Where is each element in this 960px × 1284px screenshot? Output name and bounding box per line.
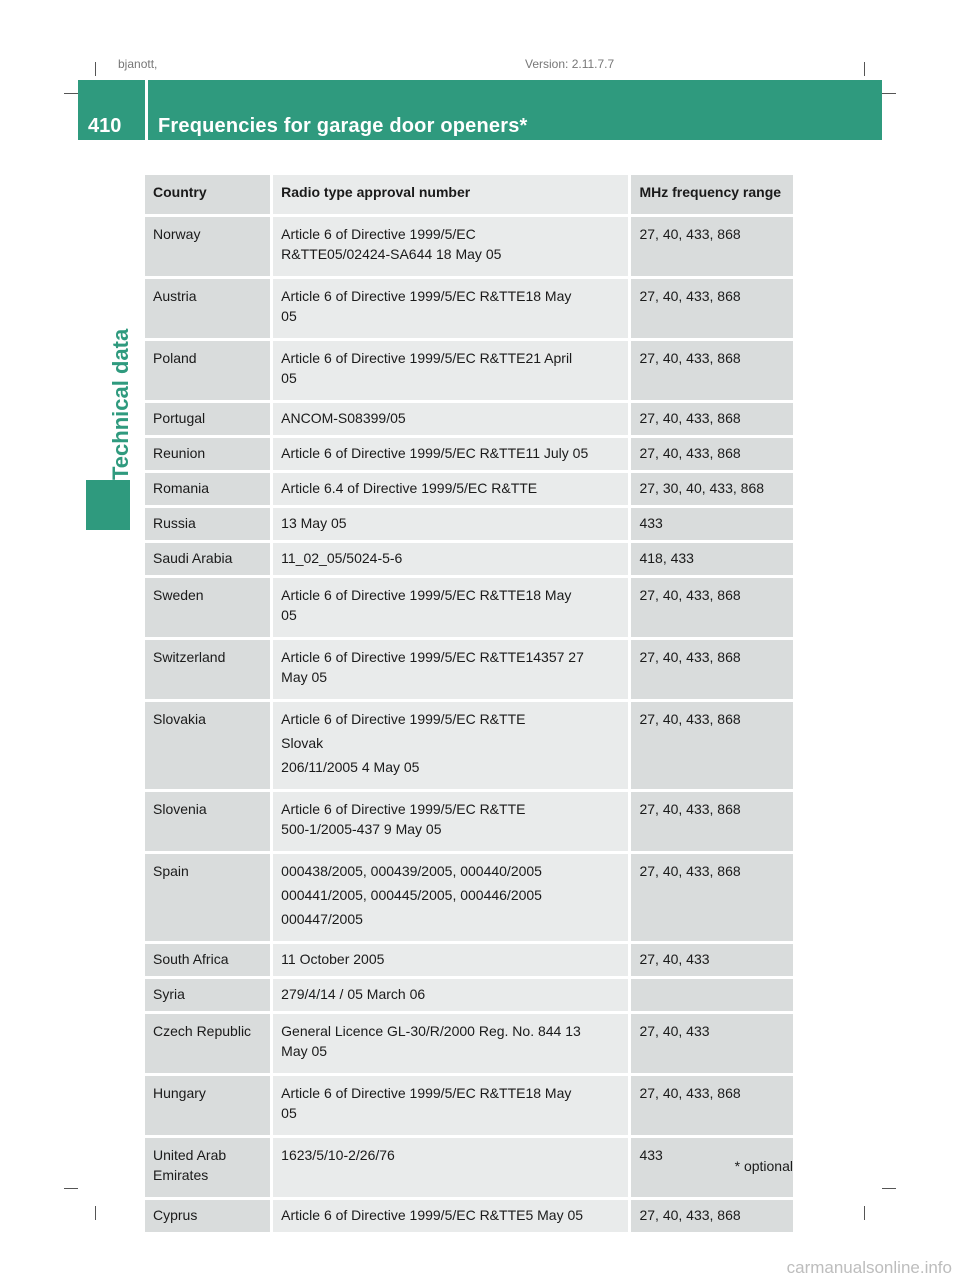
approval-line: Article 6 of Directive 1999/5/EC R&TTE18 May: [281, 587, 572, 603]
table-row: [145, 944, 793, 976]
cell-approval: [270, 217, 628, 276]
approval-line: 279/4/14 / 05 March 06: [281, 986, 426, 1002]
table-header-row: [145, 175, 793, 214]
approval-line: 05: [281, 1105, 297, 1121]
cell-approval: [270, 403, 628, 435]
cell-range: 27, 40, 433, 868: [628, 403, 793, 435]
table-row: [145, 217, 793, 276]
approval-line: Article 6 of Directive 1999/5/EC R&TTE14357 27: [281, 649, 584, 665]
cell-approval: [270, 944, 628, 976]
cell-range: 27, 40, 433: [628, 944, 793, 976]
header-country-label: Country: [153, 184, 207, 200]
table-row: [145, 578, 793, 637]
approval-line: May 05: [281, 1043, 328, 1059]
footnote: * optional: [734, 1158, 793, 1174]
approval-line: R&TTE05/02424-SA644 18 May 05: [281, 246, 502, 262]
cell-range: 433: [628, 1138, 793, 1197]
cell-range: 27, 40, 433, 868: [628, 217, 793, 276]
approval-line: Article 6 of Directive 1999/5/EC R&TTE: [281, 711, 526, 727]
approval-line: ANCOM-S08399/05: [281, 410, 406, 426]
cell-country: Portugal: [145, 403, 270, 435]
cell-country: Hungary: [145, 1076, 270, 1135]
approval-line: 11_02_05/5024-5-6: [281, 550, 403, 566]
cell-range: 27, 40, 433: [628, 1014, 793, 1073]
cell-range: 27, 40, 433, 868: [628, 279, 793, 338]
cell-country: Romania: [145, 473, 270, 505]
cell-approval: [270, 1076, 628, 1135]
watermark: carmanualsonline.info: [786, 1258, 952, 1277]
cell-country: Czech Republic: [145, 1014, 270, 1073]
author-meta: bjanott,: [118, 57, 158, 71]
approval-line: Slovak: [281, 735, 324, 751]
cell-country: Russia: [145, 508, 270, 540]
crop-mark: [882, 1188, 896, 1189]
table-body: [145, 217, 793, 1232]
cell-country: United Arab Emirates: [145, 1138, 270, 1197]
cell-range: 27, 40, 433, 868: [628, 438, 793, 470]
header-range-label: MHz frequency range: [639, 184, 782, 200]
table-row: [145, 543, 793, 575]
table-row: [145, 640, 793, 699]
table-row: [145, 854, 793, 941]
table-row: [145, 1200, 793, 1232]
cell-approval: [270, 702, 628, 789]
cell-approval: [270, 792, 628, 851]
cell-approval: [270, 1138, 628, 1197]
table-row: [145, 1138, 793, 1197]
cell-approval: [270, 640, 628, 699]
cell-range: 27, 40, 433, 868: [628, 854, 793, 941]
approval-line: 000438/2005, 000439/2005, 000440/2005: [281, 863, 542, 879]
approval-line: General Licence GL-30/R/2000 Reg. No. 844 13: [281, 1023, 581, 1039]
cell-approval: [270, 473, 628, 505]
table-row: [145, 702, 793, 789]
cell-range: 27, 40, 433, 868: [628, 640, 793, 699]
cell-approval: [270, 341, 628, 400]
cell-country: Switzerland: [145, 640, 270, 699]
cell-approval: [270, 854, 628, 941]
cell-country: South Africa: [145, 944, 270, 976]
approval-line: Article 6 of Directive 1999/5/EC R&TTE5 May 05: [281, 1207, 584, 1223]
cell-approval: [270, 543, 628, 575]
approval-line: 13 May 05: [281, 515, 347, 531]
cell-country: Syria: [145, 979, 270, 1011]
cell-country: Reunion: [145, 438, 270, 470]
cell-approval: [270, 508, 628, 540]
side-tab-block: [86, 480, 130, 530]
crop-mark: [864, 1206, 865, 1220]
page-title: Frequencies for garage door openers*: [158, 115, 528, 137]
crop-mark: [95, 1206, 96, 1220]
table-row: [145, 279, 793, 338]
crop-mark: [64, 93, 78, 94]
table-row: [145, 979, 793, 1011]
approval-line: 1623/5/10-2/26/76: [281, 1147, 395, 1163]
table-row: [145, 438, 793, 470]
approval-line: Article 6 of Directive 1999/5/EC R&TTE: [281, 801, 526, 817]
cell-approval: [270, 1200, 628, 1232]
cell-approval: [270, 438, 628, 470]
cell-country: Norway: [145, 217, 270, 276]
cell-approval: [270, 279, 628, 338]
header-approval-label: Radio type approval number: [281, 184, 471, 200]
cell-country: Sweden: [145, 578, 270, 637]
cell-range: [628, 979, 793, 1011]
page-number: 410: [88, 115, 122, 137]
table-row: [145, 1014, 793, 1073]
cell-approval: [270, 1014, 628, 1073]
approval-line: 000441/2005, 000445/2005, 000446/2005: [281, 887, 542, 903]
crop-mark: [95, 62, 96, 76]
cell-range: 418, 433: [628, 543, 793, 575]
cell-range: 27, 40, 433, 868: [628, 1076, 793, 1135]
header-approval: [270, 175, 628, 214]
cell-country: Slovenia: [145, 792, 270, 851]
cell-range: 433: [628, 508, 793, 540]
cell-country: Spain: [145, 854, 270, 941]
cell-range: 27, 40, 433, 868: [628, 341, 793, 400]
approval-line: 11 October 2005: [281, 951, 385, 967]
table-row: [145, 473, 793, 505]
approval-line: 05: [281, 370, 297, 386]
header-divider: [145, 80, 148, 140]
table-row: [145, 1076, 793, 1135]
table-row: [145, 403, 793, 435]
table-row: [145, 792, 793, 851]
cell-country: Poland: [145, 341, 270, 400]
cell-country: Austria: [145, 279, 270, 338]
side-tab-label: Technical data: [108, 328, 133, 480]
approval-line: 05: [281, 607, 297, 623]
header-range: [628, 175, 793, 214]
approval-line: Article 6 of Directive 1999/5/EC R&TTE18 May: [281, 288, 572, 304]
cell-range: 27, 40, 433, 868: [628, 702, 793, 789]
approval-line: 500-1/2005-437 9 May 05: [281, 821, 442, 837]
crop-mark: [882, 93, 896, 94]
approval-line: Article 6 of Directive 1999/5/EC R&TTE18 May: [281, 1085, 572, 1101]
approval-line: Article 6 of Directive 1999/5/EC: [281, 226, 476, 242]
cell-range: 27, 30, 40, 433, 868: [628, 473, 793, 505]
crop-mark: [864, 62, 865, 76]
approval-line: 05: [281, 308, 297, 324]
cell-country: Saudi Arabia: [145, 543, 270, 575]
approval-line: May 05: [281, 669, 328, 685]
approval-line: 000447/2005: [281, 911, 363, 927]
cell-approval: [270, 578, 628, 637]
cell-approval: [270, 979, 628, 1011]
cell-country: Slovakia: [145, 702, 270, 789]
approval-line: 206/11/2005 4 May 05: [281, 759, 420, 775]
table-row: [145, 508, 793, 540]
cell-range: 27, 40, 433, 868: [628, 1200, 793, 1232]
crop-mark: [64, 1188, 78, 1189]
cell-range: 27, 40, 433, 868: [628, 792, 793, 851]
header-country: [145, 175, 270, 214]
approval-line: Article 6 of Directive 1999/5/EC R&TTE21 April: [281, 350, 573, 366]
version-meta: Version: 2.11.7.7: [525, 57, 615, 71]
frequency-table: [145, 172, 793, 1235]
approval-line: Article 6.4 of Directive 1999/5/EC R&TTE: [281, 480, 538, 496]
approval-line: Article 6 of Directive 1999/5/EC R&TTE11 July 05: [281, 445, 589, 461]
cell-country: Cyprus: [145, 1200, 270, 1232]
cell-range: 27, 40, 433, 868: [628, 578, 793, 637]
table-row: [145, 341, 793, 400]
